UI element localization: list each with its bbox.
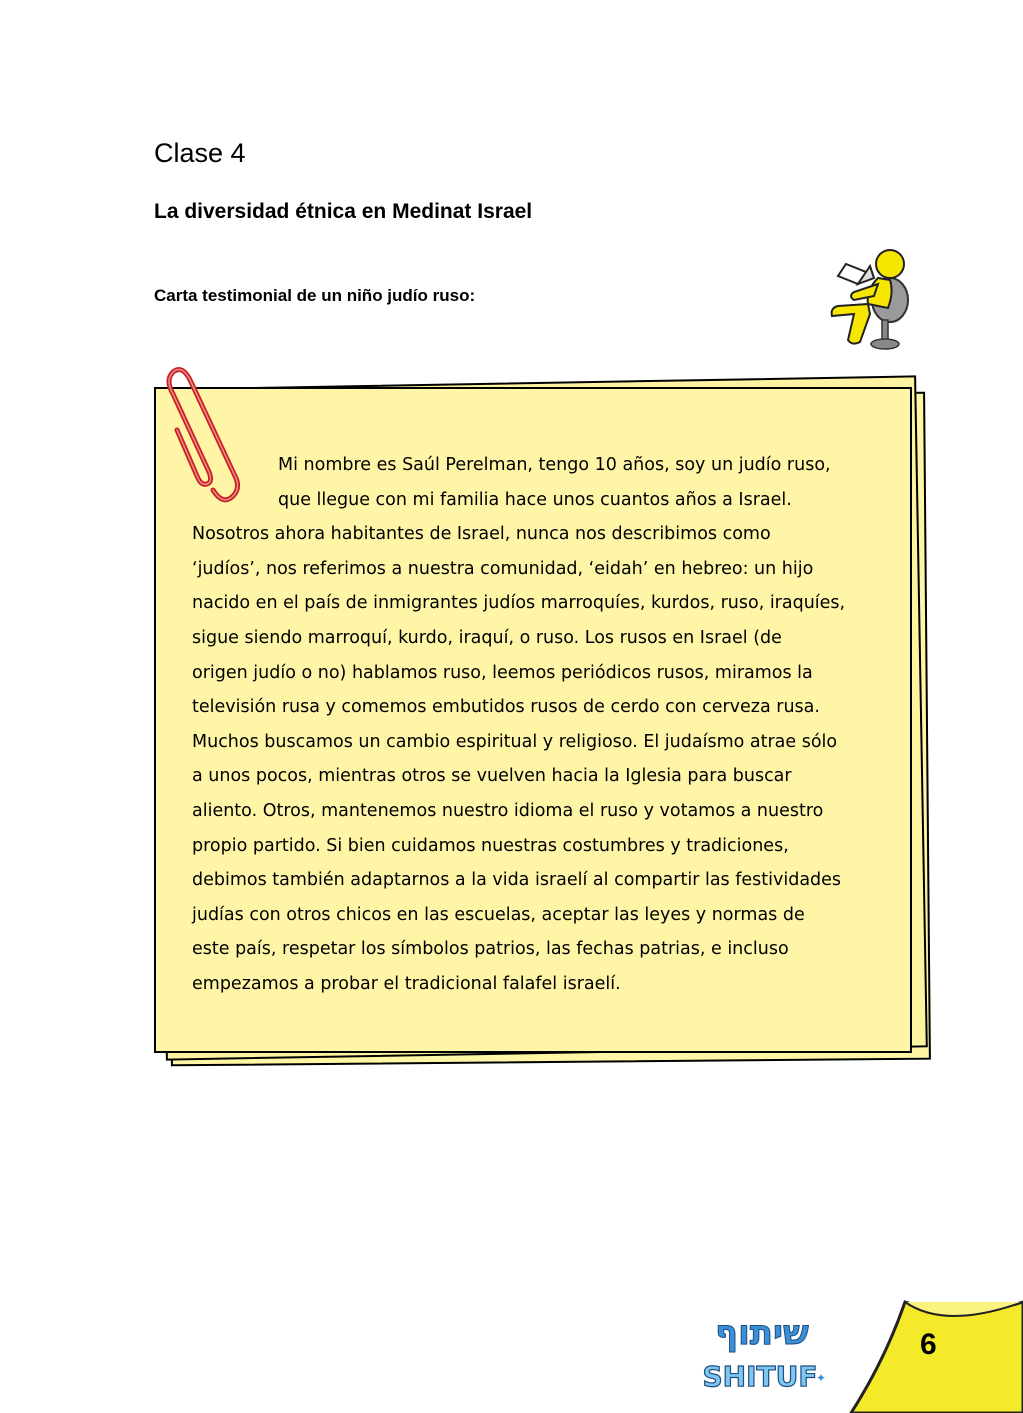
letter-line: origen judío o no) hablamos ruso, leemos periódicos rusos, miramos la <box>192 662 813 683</box>
letter-line: Nosotros ahora habitantes de Israel, nunca nos describimos como <box>192 524 771 545</box>
letter-body <box>192 448 900 1002</box>
letter-line: Mi nombre es Saúl Perelman, tengo 10 años, soy un judío ruso, <box>278 455 831 475</box>
letter-line: a unos pocos, mientras otros se vuelven hacia la Iglesia para buscar <box>192 766 792 787</box>
letter-line: ‘judíos’, nos referimos a nuestra comunidad, ‘eidah’ en hebreo: un hijo <box>192 558 814 579</box>
page-number: 6 <box>920 1328 937 1361</box>
page-title: Clase 4 <box>154 138 246 168</box>
letter-line: nacido en el país de inmigrantes judíos marroquíes, kurdos, ruso, iraquíes, <box>192 593 846 614</box>
logo-latin-text: SHITUF <box>702 1360 818 1393</box>
letter-line: que llegue con mi familia hace unos cuantos años a Israel. <box>278 489 792 510</box>
letter-line: sigue siendo marroquí, kurdo, iraquí, o ruso. Los rusos en Israel (de <box>192 627 782 648</box>
letter-line: propio partido. Si bien cuidamos nuestras costumbres y tradiciones, <box>192 835 789 856</box>
letter-line: debimos también adaptarnos a la vida israelí al compartir las festividades <box>192 870 842 891</box>
paperclip-icon <box>165 360 245 510</box>
shituf-logo <box>700 1306 825 1396</box>
letter-line: televisión rusa y comemos embutidos rusos de cerdo con cerveza rusa. <box>192 697 820 718</box>
letter-line: este país, respetar los símbolos patrios, las fechas patrias, e incluso <box>192 939 789 960</box>
letter-line: empezamos a probar el tradicional falafel israelí. <box>192 973 621 994</box>
letter-line: aliento. Otros, mantenemos nuestro idioma el ruso y votamos a nuestro <box>192 800 824 821</box>
sparkle-icon: ✦ <box>816 1371 827 1385</box>
letter-line: Muchos buscamos un cambio espiritual y religioso. El judaísmo atrae sólo <box>192 731 838 752</box>
page-subtitle: La diversidad étnica en Medinat Israel <box>154 200 533 223</box>
letter-line: judías con otros chicos en las escuelas, aceptar las leyes y normas de <box>192 904 805 925</box>
reading-person-icon <box>808 242 928 357</box>
logo-hebrew-text: שיתוף <box>715 1313 809 1353</box>
letter-heading: Carta testimonial de un niño judío ruso: <box>154 286 476 305</box>
